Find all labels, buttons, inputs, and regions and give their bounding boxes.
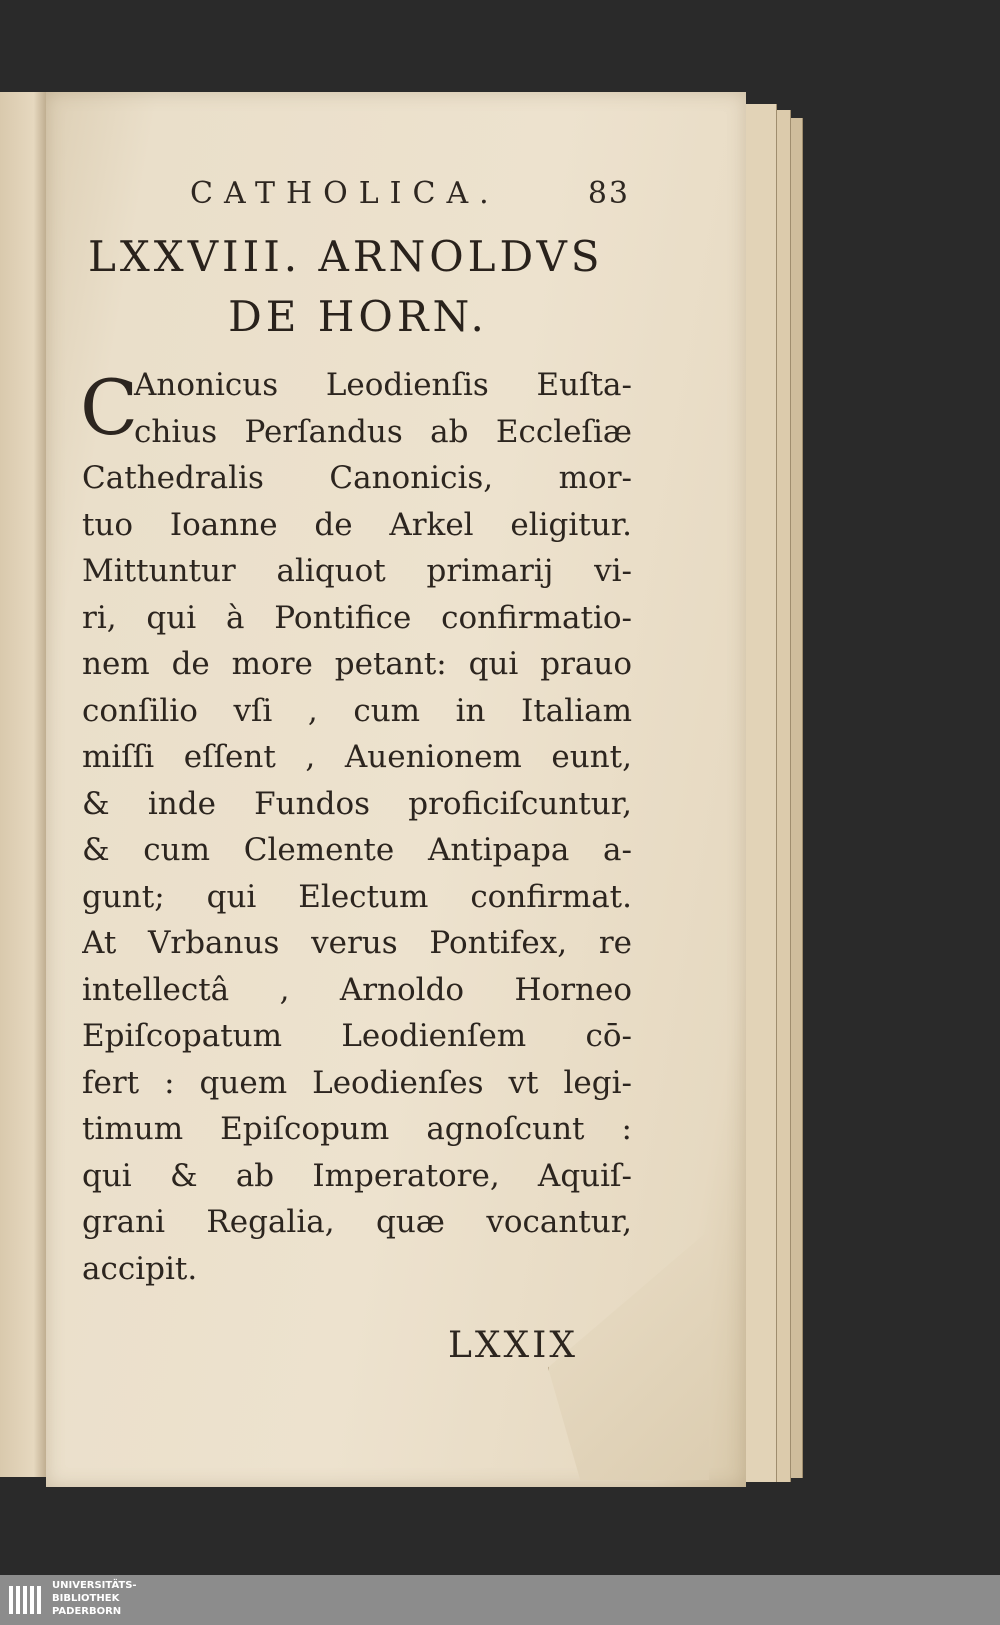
library-name-line: PADERBORN [52, 1606, 122, 1617]
running-head [140, 176, 630, 216]
text-line: Epiſcopatum Leodienſem cō- [82, 1018, 632, 1054]
drop-cap-initial: C [80, 363, 139, 452]
catchword: LXXIX [448, 1325, 579, 1366]
text-line: At Vrbanus verus Pontifex, re [82, 925, 632, 961]
page-number: 83 [587, 176, 630, 211]
library-logo-icon [8, 1584, 44, 1616]
text-line: fert : quem Leodienſes vt legi- [82, 1064, 632, 1101]
text-line: & inde Fundos proficiſcuntur, [82, 785, 632, 822]
text-line: accipit. [82, 1250, 198, 1287]
library-name [52, 1579, 137, 1618]
text-line: gunt; qui Electum confirmat. [82, 878, 632, 915]
body-text [82, 362, 632, 1292]
text-line: conſilio vſi , cum in Italiam [82, 692, 632, 729]
text-line: qui & ab Imperatore, Aquiſ- [82, 1157, 632, 1194]
text-line: timum Epiſcopum agnoſcunt : [82, 1111, 632, 1147]
text-line: Cathedralis Canonicis, mor- [82, 460, 632, 496]
text-line: tuo Ioanne de Arkel eligitur. [82, 506, 632, 543]
chapter-heading-line2: DE HORN. [228, 292, 488, 341]
library-footer [0, 1575, 1000, 1625]
text-line: ri, qui à Pontifice confirmatio- [82, 599, 632, 636]
chapter-heading-line1: LXXVIII. ARNOLDVS [88, 232, 604, 281]
text-line: intellectâ , Arnoldo Horneo [82, 971, 632, 1008]
running-title: CATHOLICA. [190, 176, 500, 211]
library-name-line: BIBLIOTHEK [52, 1593, 120, 1604]
library-name-line: UNIVERSITÄTS- [52, 1580, 137, 1591]
text-line: miſſi eſſent , Auenionem eunt, [82, 739, 632, 775]
text-line: Anonicus Leodienſis Euſta- [134, 367, 632, 403]
text-line: nem de more petant: qui prauo [82, 646, 632, 682]
text-line: Mittuntur aliquot primarij vi- [82, 553, 632, 589]
facing-page-edge [0, 92, 50, 1477]
text-line: & cum Clemente Antipapa a- [82, 832, 632, 868]
text-line: grani Regalia, quæ vocantur, [82, 1204, 632, 1240]
text-line: chius Perſandus ab Eccleſiæ [134, 413, 632, 450]
